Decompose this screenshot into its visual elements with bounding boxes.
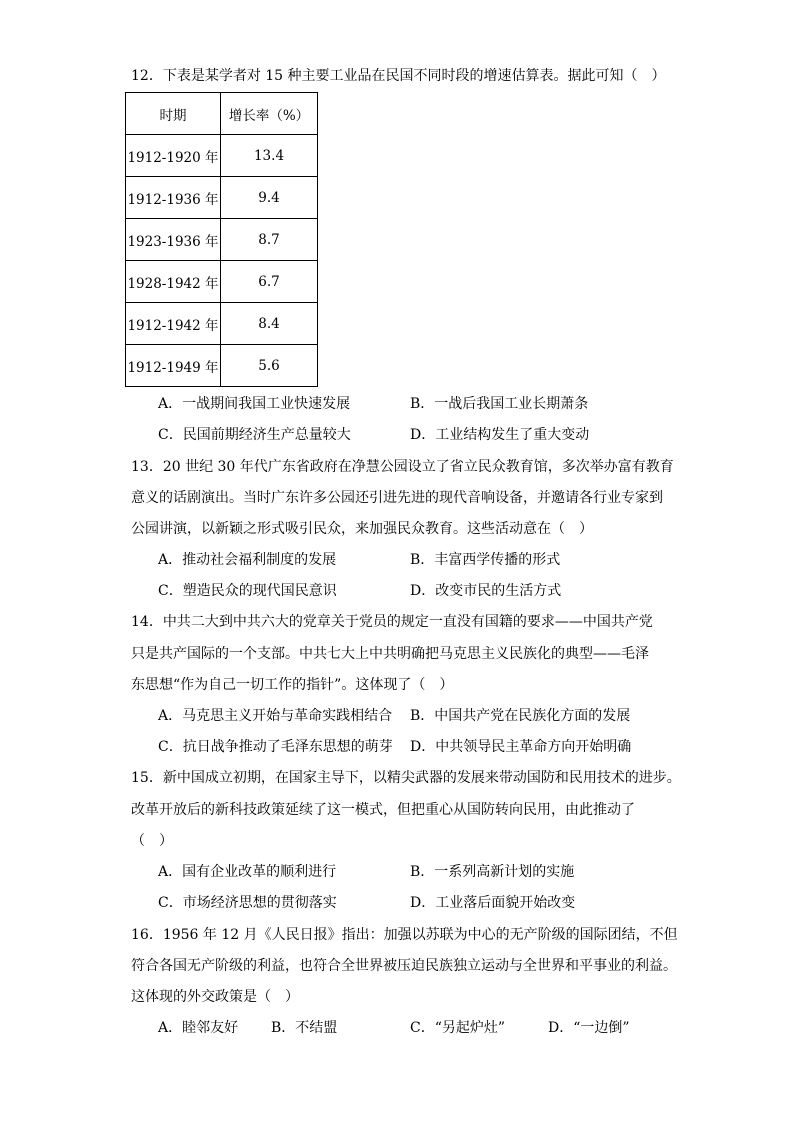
q15-stem-line: （ ） <box>131 833 173 849</box>
q13-stem-line: 13．20 世纪 30 年代广东省政府在净慧公园设立了省立民众教育馆，多次举办富有教育 <box>131 459 674 475</box>
q12-option-b[interactable]: B．一战后我国工业长期萧条 <box>410 396 589 412</box>
table-cell-period: 1912-1936 年 <box>126 177 221 219</box>
table-row <box>126 219 318 261</box>
table-row <box>126 345 318 387</box>
table-cell-period: 1912-1920 年 <box>126 135 221 177</box>
table-cell-period: 1923-1936 年 <box>126 219 221 261</box>
table-cell-rate: 8.4 <box>221 303 318 345</box>
q16-option-a[interactable]: A．睦邻友好 <box>158 1020 239 1036</box>
q16-option-b[interactable]: B．不结盟 <box>271 1020 338 1036</box>
q12-option-d[interactable]: D．工业结构发生了重大变动 <box>410 427 590 443</box>
q14-stem-line: 只是共产国际的一个支部。中共七大上中共明确把马克思主义民族化的典型——毛泽 <box>131 646 649 662</box>
table-header-growth: 增长率（%） <box>221 93 318 135</box>
q13-option-a[interactable]: A．推动社会福利制度的发展 <box>158 552 337 568</box>
q13-stem-line: 意义的话剧演出。当时广东许多公园还引进先进的现代音响设备，并邀请各行业专家到 <box>131 490 663 506</box>
growth-rate-table <box>125 92 318 387</box>
table-cell-rate: 8.7 <box>221 219 318 261</box>
q16-stem-line: 16．1956 年 12 月《人民日报》指出：加强以苏联为中心的无产阶级的国际团结，不但 <box>131 927 678 943</box>
q14-option-a[interactable]: A．马克思主义开始与革命实践相结合 <box>158 708 393 724</box>
q14-stem-line: 14．中共二大到中共六大的党章关于党员的规定一直没有国籍的要求——中国共产党 <box>131 614 653 630</box>
table-cell-period: 1912-1942 年 <box>126 303 221 345</box>
q15-stem-line: 15．新中国成立初期，在国家主导下，以精尖武器的发展来带动国防和民用技术的进步。 <box>131 770 681 786</box>
table-cell-rate: 13.4 <box>221 135 318 177</box>
table-row <box>126 135 318 177</box>
table-cell-rate: 5.6 <box>221 345 318 387</box>
q15-option-b[interactable]: B．一系列高新计划的实施 <box>410 864 575 880</box>
table-cell-period: 1928-1942 年 <box>126 261 221 303</box>
q16-stem-line: 符合各国无产阶级的利益，也符合全世界被压迫民族独立运动与全世界和平事业的利益。 <box>131 958 677 974</box>
q14-stem-line: 东思想“作为自己一切工作的指针”。这体现了（ ） <box>131 677 454 693</box>
q13-option-d[interactable]: D．改变市民的生活方式 <box>410 583 562 599</box>
table-header-period: 时期 <box>126 93 221 135</box>
q16-option-c[interactable]: C．“另起炉灶” <box>410 1020 506 1036</box>
q12-option-c[interactable]: C．民国前期经济生产总量较大 <box>158 427 351 443</box>
q15-option-c[interactable]: C．市场经济思想的贯彻落实 <box>158 895 337 911</box>
q13-option-c[interactable]: C．塑造民众的现代国民意识 <box>158 583 337 599</box>
q14-option-c[interactable]: C．抗日战争推动了毛泽东思想的萌芽 <box>158 739 393 755</box>
q16-stem-line: 这体现的外交政策是（ ） <box>131 989 299 1005</box>
q15-stem-line: 改革开放后的新科技政策延续了这一模式，但把重心从国防转向民用，由此推动了 <box>131 802 635 818</box>
q15-option-a[interactable]: A．国有企业改革的顺利进行 <box>158 864 337 880</box>
q14-option-d[interactable]: D．中共领导民主革命方向开始明确 <box>410 739 632 755</box>
q12-option-a[interactable]: A．一战期间我国工业快速发展 <box>158 396 351 412</box>
q13-stem-line: 公园讲演，以新颖之形式吸引民众，来加强民众教育。这些活动意在（ ） <box>131 521 593 537</box>
q15-option-d[interactable]: D．工业落后面貌开始改变 <box>410 895 576 911</box>
q12-stem: 12．下表是某学者对 15 种主要工业品在民国不同时段的增速估算表。据此可知（ ） <box>131 68 666 84</box>
table-row <box>126 261 318 303</box>
table-row <box>126 177 318 219</box>
table-row <box>126 303 318 345</box>
q13-option-b[interactable]: B．丰富西学传播的形式 <box>410 552 561 568</box>
q14-option-b[interactable]: B．中国共产党在民族化方面的发展 <box>410 708 631 724</box>
table-cell-rate: 6.7 <box>221 261 318 303</box>
table-header-row <box>126 93 318 135</box>
table-cell-period: 1912-1949 年 <box>126 345 221 387</box>
table-cell-rate: 9.4 <box>221 177 318 219</box>
q16-option-d[interactable]: D．“一边倒” <box>548 1020 630 1036</box>
